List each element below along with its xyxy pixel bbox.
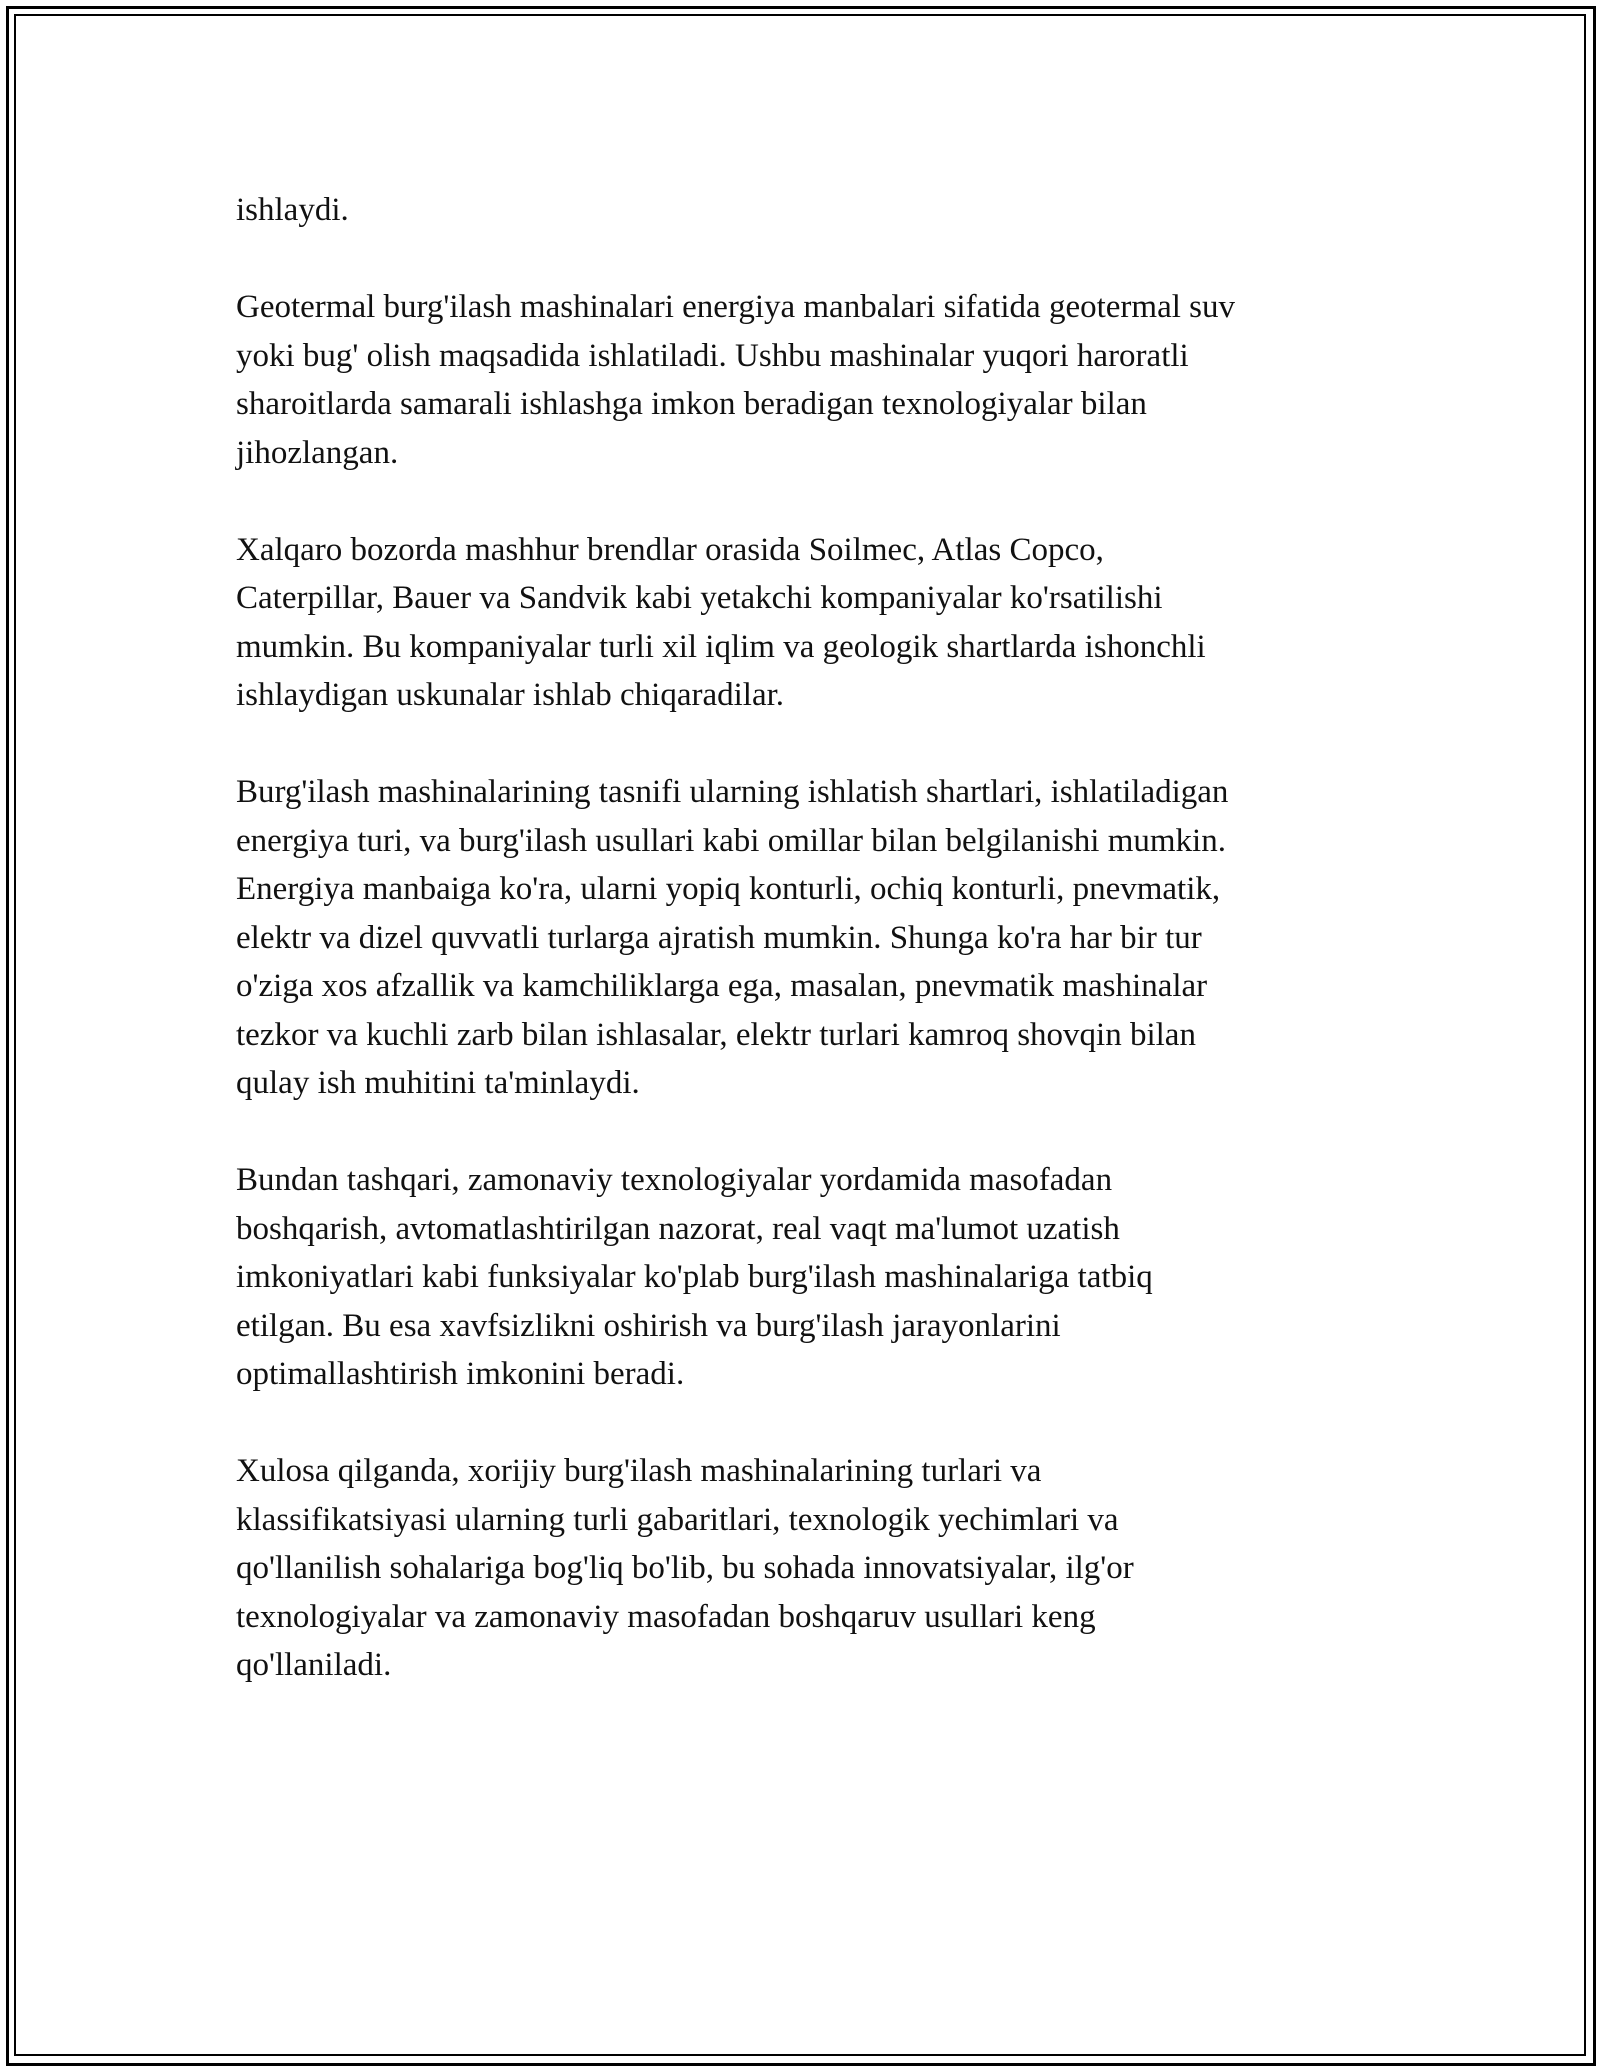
text-line: Energiya manbaiga ko'ra, ularni yopiq konturli, ochiq konturli, pnevmatik, [236, 871, 1221, 907]
text-line: elektr va dizel quvvatli turlarga ajratish mumkin. Shunga ko'ra har bir tur [236, 919, 1202, 956]
text-line: boshqarish, avtomatlashtirilgan nazorat, real vaqt ma'lumot uzatish [236, 1210, 1120, 1247]
text-line: klassifikatsiyasi ularning turli gabaritlari, texnologik yechimlari va [236, 1501, 1119, 1538]
text-line: tezkor va kuchli zarb bilan ishlasalar, elektr turlari kamroq shovqin bilan [236, 1016, 1196, 1053]
paragraph [236, 186, 1366, 235]
text-line: Xulosa qilganda, xorijiy burg'ilash mashinalarining turlari va [236, 1453, 1042, 1489]
paragraph [236, 768, 1366, 1108]
paragraph [236, 526, 1366, 720]
text-line: mumkin. Bu kompaniyalar turli xil iqlim va geologik shartlarda ishonchli [236, 628, 1206, 665]
text-line: qo'llaniladi. [236, 1647, 392, 1683]
text-line: imkoniyatlari kabi funksiyalar ko'plab burg'ilash mashinalariga tatbiq [236, 1259, 1153, 1295]
text-line: qo'llanilish sohalariga bog'liq bo'lib, bu sohada innovatsiyalar, ilg'or [236, 1550, 1134, 1586]
text-line: Bundan tashqari, zamonaviy texnologiyalar yordamida masofadan [236, 1162, 1113, 1198]
text-line: ishlaydi. [236, 192, 349, 228]
paragraph [236, 1447, 1366, 1690]
text-line: Geotermal burg'ilash mashinalari energiya manbalari sifatida geotermal suv [236, 289, 1235, 325]
text-line: texnologiyalar va zamonaviy masofadan boshqaruv usullari keng [236, 1598, 1096, 1635]
text-line: Caterpillar, Bauer va Sandvik kabi yetakchi kompaniyalar ko'rsatilishi [236, 580, 1163, 616]
paragraph [236, 283, 1366, 477]
text-line: energiya turi, va burg'ilash usullari kabi omillar bilan belgilanishi mumkin. [236, 822, 1226, 859]
text-line: qulay ish muhitini ta'minlaydi. [236, 1065, 640, 1101]
text-line: sharoitlarda samarali ishlashga imkon beradigan texnologiyalar bilan [236, 386, 1147, 422]
text-line: etilgan. Bu esa xavfsizlikni oshirish va burg'ilash jarayonlarini [236, 1307, 1061, 1344]
text-line: yoki bug' olish maqsadida ishlatiladi. Ushbu mashinalar yuqori haroratli [236, 337, 1189, 374]
paragraph [236, 1156, 1366, 1399]
text-line: o'ziga xos afzallik va kamchiliklarga ega, masalan, pnevmatik mashinalar [236, 968, 1208, 1004]
text-line: Burg'ilash mashinalarining tasnifi ularning ishlatish shartlari, ishlatiladigan [236, 774, 1229, 810]
text-line: ishlaydigan uskunalar ishlab chiqaradilar. [236, 677, 785, 713]
text-line: optimallashtirish imkonini beradi. [236, 1356, 685, 1392]
document-body [236, 186, 1366, 1738]
text-line: Xalqaro bozorda mashhur brendlar orasida Soilmec, Atlas Copco, [236, 531, 1104, 568]
text-line: jihozlangan. [236, 434, 399, 471]
